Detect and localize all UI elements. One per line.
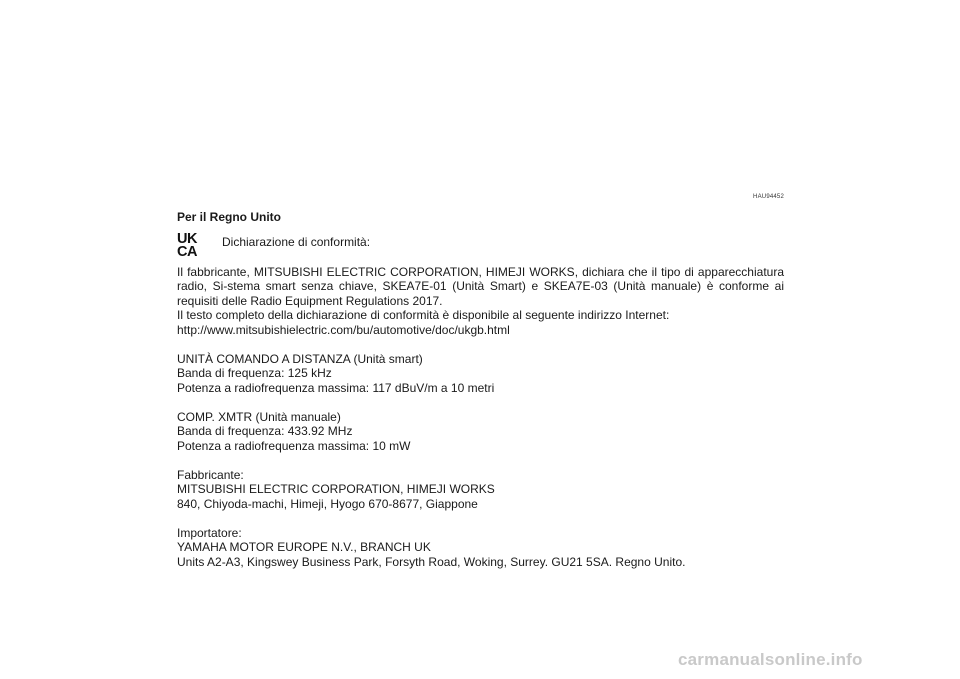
xmtr-frequency: Banda di frequenza: 433.92 MHz — [177, 424, 353, 438]
declaration-url: http://www.mitsubishielectric.com/bu/automotive/doc/ukgb.html — [177, 322, 510, 337]
importer-name: YAMAHA MOTOR EUROPE N.V., BRANCH UK — [177, 540, 431, 554]
manufacturer-name: MITSUBISHI ELECTRIC CORPORATION, HIMEJI WORKS — [177, 482, 495, 496]
remote-unit-frequency: Banda di frequenza: 125 kHz — [177, 366, 332, 380]
document-code: HAU94452 — [753, 194, 784, 200]
manufacturer-label: Fabbricante: — [177, 467, 244, 482]
importer-label: Importatore: — [177, 525, 242, 540]
xmtr-power: Potenza a radiofrequenza massima: 10 mW — [177, 438, 411, 453]
manufacturer-address: 840, Chiyoda-machi, Himeji, Hyogo 670-8677, Giappone — [177, 496, 478, 511]
declaration-label: Dichiarazione di conformità: — [222, 234, 371, 249]
watermark: carmanualsonline.info — [678, 650, 863, 669]
xmtr-title: COMP. XMTR (Unità manuale) — [177, 409, 341, 424]
section-heading: Per il Regno Unito — [177, 210, 282, 224]
ukca-mark-line2: CA — [177, 243, 197, 260]
conformity-paragraph: Il fabbricante, MITSUBISHI ELECTRIC CORPORATION, HIMEJI WORKS, dichiara che il tipo di apparecchiatura radio, Si-stema smart senza chiave, SKEA7E-01 (Unità Smart) e SKEA7E-03 (Unità manuale) è conforme ai requisiti delle Radio Equipment Regulations 2017. — [177, 264, 784, 308]
ukca-declaration-row — [177, 230, 784, 260]
remote-unit-title: UNITÀ COMANDO A DISTANZA (Unità smart) — [177, 351, 423, 366]
ukca-mark-line1: UK — [177, 230, 197, 247]
remote-unit-power: Potenza a radiofrequenza massima: 117 dBuV/m a 10 metri — [177, 380, 495, 395]
page-content — [177, 210, 784, 569]
ukca-mark-icon — [177, 230, 201, 260]
importer-address: Units A2-A3, Kingswey Business Park, Forsyth Road, Woking, Surrey. GU21 5SA. Regno Unito. — [177, 554, 686, 569]
full-text-paragraph: Il testo completo della dichiarazione di conformità è disponibile al seguente indirizzo Internet: — [177, 308, 670, 322]
